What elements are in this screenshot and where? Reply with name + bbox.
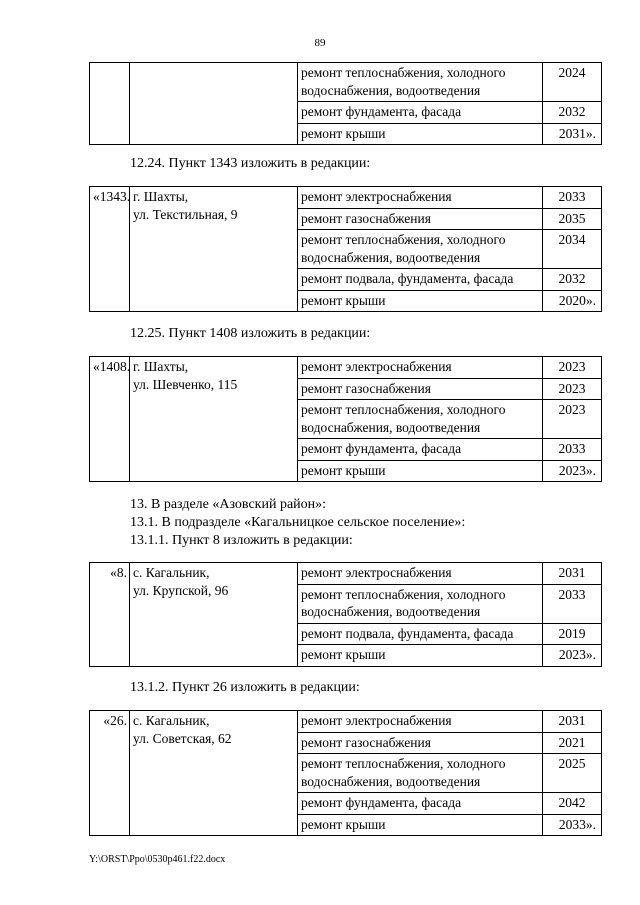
paragraph-13: 13. В разделе «Азовский район»:	[130, 497, 327, 512]
work-type-cell: ремонт крыши	[298, 460, 543, 482]
table-row	[90, 187, 602, 209]
repair-table-26	[89, 710, 602, 836]
year-cell: 2023	[543, 400, 602, 439]
year-cell: 2020».	[543, 290, 602, 312]
year-cell: 2031	[543, 563, 602, 585]
repair-table-1343	[89, 186, 602, 312]
work-type-cell: ремонт электроснабжения	[298, 711, 543, 733]
year-cell: 2024	[543, 63, 602, 102]
table-row	[90, 357, 602, 379]
work-type-cell: ремонт крыши	[298, 645, 543, 667]
address-street: ул. Крупской, 96	[133, 582, 229, 598]
table-row	[90, 711, 602, 733]
item-number-cell	[90, 63, 130, 145]
work-type-cell: ремонт теплоснабжения, холодного водоснабжения, водоотведения	[298, 400, 543, 439]
address-cell	[130, 357, 298, 482]
repair-table-continuation	[89, 62, 602, 145]
work-type-cell: ремонт теплоснабжения, холодного водоснабжения, водоотведения	[298, 584, 543, 623]
paragraph-13-1-2: 13.1.2. Пункт 26 изложить в редакции:	[130, 680, 360, 695]
address-street: ул. Текстильная, 9	[133, 206, 238, 222]
work-type-cell: ремонт фундамента, фасада	[298, 793, 543, 815]
year-cell: 2023».	[543, 645, 602, 667]
address-city: с. Кагальник,	[133, 565, 210, 580]
year-cell: 2032	[543, 102, 602, 124]
year-cell: 2021	[543, 732, 602, 754]
year-cell: 2023	[543, 357, 602, 379]
repair-table-1408	[89, 356, 602, 482]
year-cell: 2031».	[543, 123, 602, 145]
work-type-cell: ремонт теплоснабжения, холодного водоснабжения, водоотведения	[298, 63, 543, 102]
address-cell	[130, 63, 298, 145]
year-cell: 2033».	[543, 814, 602, 836]
address-city: г. Шахты,	[133, 359, 189, 374]
work-type-cell: ремонт теплоснабжения, холодного водоснабжения, водоотведения	[298, 230, 543, 269]
year-cell: 2032	[543, 269, 602, 291]
table-row	[90, 563, 602, 585]
work-type-cell: ремонт фундамента, фасада	[298, 439, 543, 461]
work-type-cell: ремонт теплоснабжения, холодного водоснабжения, водоотведения	[298, 754, 543, 793]
year-cell: 2033	[543, 439, 602, 461]
item-number-cell: «26.	[90, 711, 130, 836]
paragraph-12-24: 12.24. Пункт 1343 изложить в редакции:	[130, 156, 371, 171]
year-cell: 2023	[543, 378, 602, 400]
footer-file-path: Y:\ORST\Ppo\0530p461.f22.docx	[89, 854, 226, 865]
work-type-cell: ремонт газоснабжения	[298, 378, 543, 400]
work-type-cell: ремонт крыши	[298, 814, 543, 836]
address-street: ул. Шевченко, 115	[133, 376, 238, 392]
work-type-cell: ремонт электроснабжения	[298, 357, 543, 379]
year-cell: 2025	[543, 754, 602, 793]
work-type-cell: ремонт газоснабжения	[298, 732, 543, 754]
work-type-cell: ремонт электроснабжения	[298, 563, 543, 585]
address-cell	[130, 711, 298, 836]
table-row	[90, 63, 602, 102]
year-cell: 2035	[543, 208, 602, 230]
item-number-cell: «1408.	[90, 357, 130, 482]
year-cell: 2042	[543, 793, 602, 815]
address-cell	[130, 187, 298, 312]
work-type-cell: ремонт подвала, фундамента, фасада	[298, 269, 543, 291]
work-type-cell: ремонт крыши	[298, 290, 543, 312]
work-type-cell: ремонт газоснабжения	[298, 208, 543, 230]
work-type-cell: ремонт подвала, фундамента, фасада	[298, 623, 543, 645]
address-city: г. Шахты,	[133, 189, 189, 204]
address-street: ул. Советская, 62	[133, 730, 232, 746]
paragraph-13-1: 13.1. В подразделе «Кагальницкое сельское поселение»:	[130, 515, 466, 530]
year-cell: 2034	[543, 230, 602, 269]
address-cell	[130, 563, 298, 667]
year-cell: 2031	[543, 711, 602, 733]
paragraph-13-1-1: 13.1.1. Пункт 8 изложить в редакции:	[130, 533, 353, 548]
item-number-cell: «8.	[90, 563, 130, 667]
year-cell: 2019	[543, 623, 602, 645]
year-cell: 2033	[543, 584, 602, 623]
year-cell: 2023».	[543, 460, 602, 482]
year-cell: 2033	[543, 187, 602, 209]
repair-table-8	[89, 562, 602, 667]
work-type-cell: ремонт фундамента, фасада	[298, 102, 543, 124]
item-number-cell: «1343.	[90, 187, 130, 312]
address-city: с. Кагальник,	[133, 713, 210, 728]
page-number: 89	[314, 37, 326, 49]
paragraph-12-25: 12.25. Пункт 1408 изложить в редакции:	[130, 326, 371, 341]
work-type-cell: ремонт крыши	[298, 123, 543, 145]
work-type-cell: ремонт электроснабжения	[298, 187, 543, 209]
